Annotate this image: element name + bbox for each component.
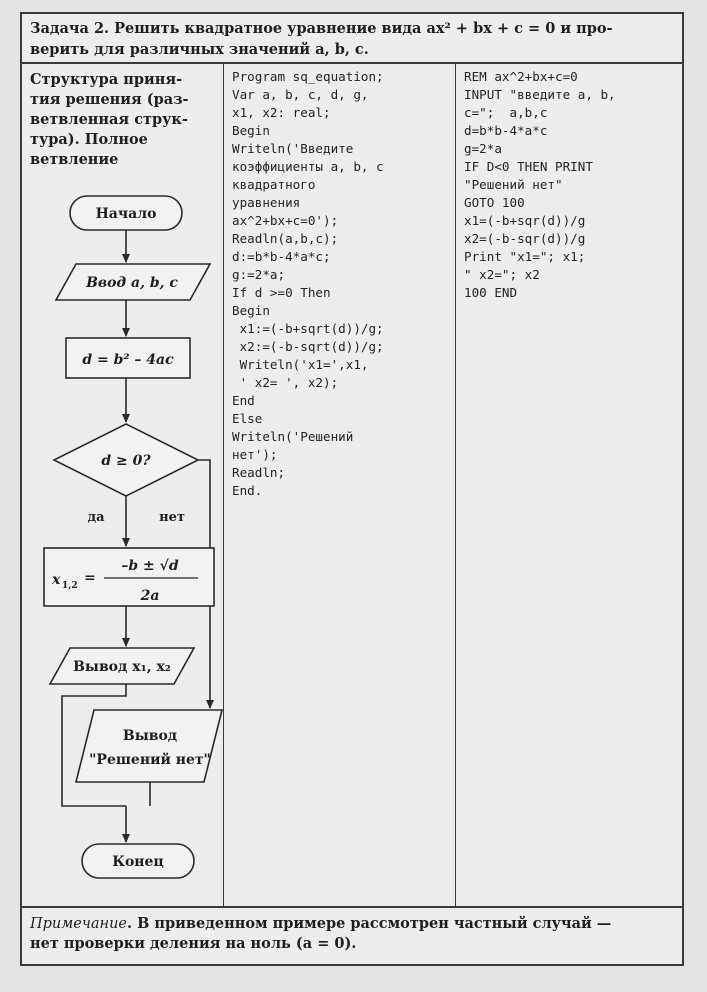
pascal-code-line: Else	[232, 411, 263, 426]
roots-process	[44, 548, 214, 606]
basic-code-line: GOTO 100	[464, 195, 525, 210]
roots-equals: =	[84, 570, 96, 586]
output-roots-label: Вывод x₁, x₂	[73, 659, 171, 675]
condition-label: d ≥ 0?	[101, 453, 151, 469]
pascal-code-line: уравнения	[232, 195, 301, 210]
output-none-label-1: Вывод	[122, 728, 178, 744]
structure-title-line: Структура приня-	[30, 71, 183, 88]
pascal-code-line: квадратного	[232, 177, 316, 192]
basic-code-line: g=2*a	[464, 141, 502, 156]
pascal-code-line: ' x2= ', x2);	[232, 375, 339, 390]
pascal-code-line: d:=b*b-4*a*c;	[232, 249, 331, 264]
pascal-code-line: Writeln('x1=',x1,	[232, 357, 369, 372]
flowchart-column	[22, 64, 224, 906]
pascal-code-line: Readln;	[232, 465, 286, 480]
structure-title-line: тура). Полное	[30, 131, 148, 148]
roots-lhs: x	[52, 572, 61, 588]
note-text-1: . В приведенном примере рассмотрен частный случай —	[127, 915, 612, 932]
basic-code-line: d=b*b-4*a*c	[464, 123, 548, 138]
pascal-code	[232, 68, 384, 500]
pascal-code-line: Program sq_equation;	[232, 69, 384, 84]
pascal-code-line: x1:=(-b+sqrt(d))/g;	[232, 321, 384, 336]
pascal-code-line: x2:=(-b-sqrt(d))/g;	[232, 339, 384, 354]
task-header	[22, 14, 682, 64]
pascal-code-column	[224, 64, 456, 906]
basic-code-line: IF D<0 THEN PRINT	[464, 159, 593, 174]
task-header-line-2: верить для различных значений a, b, c.	[30, 41, 369, 58]
basic-code-line: x1=(-b+sqr(d))/g	[464, 213, 586, 228]
pascal-code-line: x1, x2: real;	[232, 105, 331, 120]
pascal-code-line: End.	[232, 483, 263, 498]
flowchart-diagram	[22, 64, 224, 906]
structure-title-line: тия решения (раз-	[30, 91, 189, 108]
pascal-code-line: Begin	[232, 303, 270, 318]
structure-title-line: ветвленная струк-	[30, 111, 188, 128]
basic-code-line: "Решений нет"	[464, 177, 563, 192]
pascal-code-line: Writeln('Введите	[232, 141, 354, 156]
pascal-code-line: Readln(a,b,c);	[232, 231, 339, 246]
basic-code-line: 100 END	[464, 285, 518, 300]
note-line-1	[30, 914, 674, 934]
task-frame	[20, 12, 684, 966]
basic-code-line: Print "x1="; x1;	[464, 249, 586, 264]
basic-code-line: " x2="; x2	[464, 267, 540, 282]
roots-numerator: –b ± √d	[121, 558, 179, 574]
pascal-code-line: Writeln('Решений	[232, 429, 354, 444]
discriminant-label: d = b² – 4ac	[82, 352, 174, 368]
pascal-code-line: g:=2*a;	[232, 267, 286, 282]
basic-code-line: x2=(-b-sqr(d))/g	[464, 231, 586, 246]
output-none-label-2: "Решений нет"	[89, 752, 211, 768]
output-none-parallelogram	[76, 710, 222, 782]
note-line-2: нет проверки деления на ноль (a = 0).	[30, 935, 357, 952]
basic-code-line: INPUT "введите a, b,	[464, 87, 616, 102]
basic-code	[464, 68, 616, 302]
note-label: Примечание	[30, 916, 128, 932]
note-box	[22, 906, 682, 964]
task-header-line-1: Задача 2. Решить квадратное уравнение вида ax² + bx + c = 0 и про-	[30, 20, 613, 37]
roots-subscript: 1,2	[62, 581, 78, 591]
pascal-code-line: If d >=0 Then	[232, 285, 331, 300]
basic-code-line: c="; a,b,c	[464, 105, 548, 120]
structure-title-line: ветвление	[30, 151, 119, 168]
pascal-code-line: нет');	[232, 447, 278, 462]
pascal-code-line: коэффициенты a, b, c	[232, 159, 384, 174]
basic-code-line: REM ax^2+bx+c=0	[464, 69, 578, 84]
pascal-code-line: ax^2+bx+c=0');	[232, 213, 339, 228]
pascal-code-line: End	[232, 393, 255, 408]
roots-denominator: 2a	[140, 588, 160, 604]
no-label: нет	[159, 510, 185, 525]
end-label: Конец	[112, 854, 164, 870]
pascal-code-line: Begin	[232, 123, 270, 138]
yes-label: да	[87, 510, 105, 525]
basic-code-column	[456, 64, 682, 906]
input-label: Ввод a, b, c	[86, 275, 178, 291]
start-label: Начало	[95, 206, 157, 222]
pascal-code-line: Var a, b, c, d, g,	[232, 87, 369, 102]
